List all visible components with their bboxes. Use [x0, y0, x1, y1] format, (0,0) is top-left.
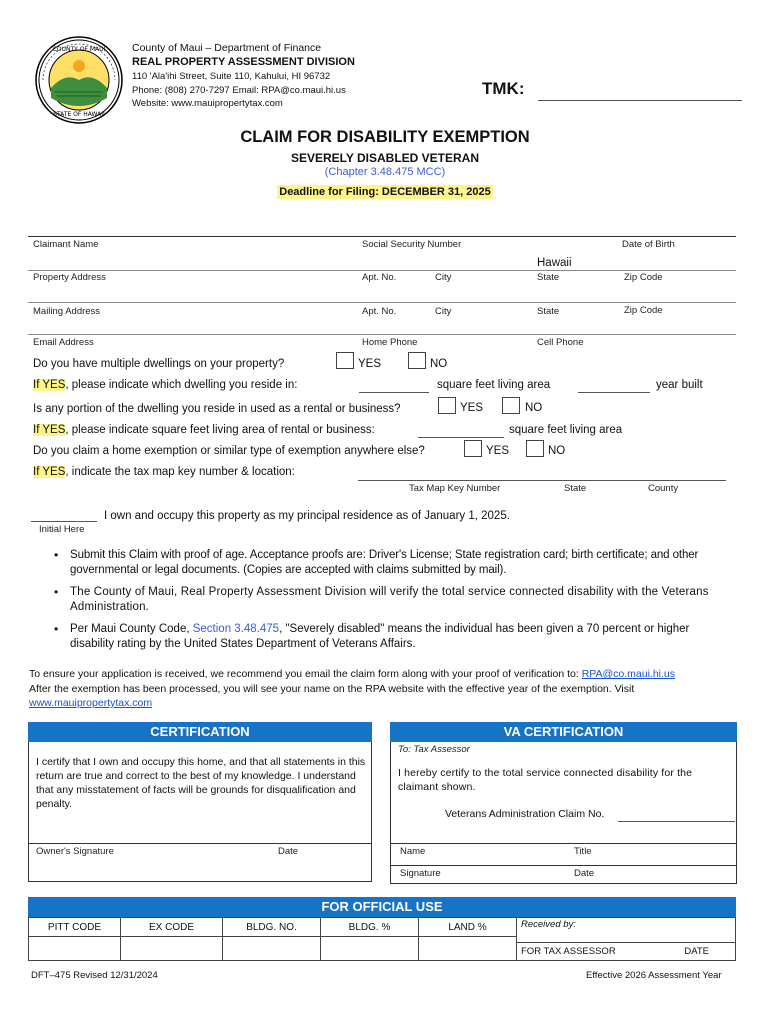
- certification-text: I certify that I own and occupy this home, and that all statements in this return are true and correct to the best of my knowledge. I understand that any misstatement of facts will be grounds for disqualification and penalty.: [36, 756, 366, 810]
- email-notice: [29, 667, 741, 711]
- tax-map-key-label: Tax Map Key Number: [409, 483, 501, 494]
- ex-code-header: EX CODE: [121, 918, 223, 937]
- initial-here-label: Initial Here: [39, 524, 85, 535]
- if-yes-highlight: If YES: [33, 466, 66, 478]
- land-percent-cell[interactable]: [419, 937, 517, 961]
- tmk-input-line[interactable]: [538, 100, 742, 101]
- row1-rule: [28, 270, 736, 271]
- apt-no-label: Apt. No.: [362, 272, 397, 283]
- state-value[interactable]: Hawaii: [537, 257, 572, 269]
- website-line: Website: www.mauipropertytax.com: [132, 98, 283, 109]
- if-yes-highlight: If YES: [33, 379, 66, 391]
- property-address-label: Property Address: [33, 272, 106, 283]
- va-claim-no-input[interactable]: [618, 821, 735, 822]
- q2-followup: [33, 424, 375, 436]
- bullet-proof-of-age: • Submit this Claim with proof of age. Acceptance proofs are: Driver's License; State registration card; birth certificate; and other governmental or legal documents. (Copies are accepted with claims submitted by mail).: [50, 548, 718, 578]
- q1-multiple-dwellings: Do you have multiple dwellings on your property?: [33, 358, 285, 370]
- tmk-state-label: State: [564, 483, 587, 494]
- svg-text:COUNTY OF MAUI: COUNTY OF MAUI: [52, 46, 106, 53]
- deadline-text: Deadline for Filing: DECEMBER 31, 2025: [279, 186, 491, 198]
- year-built-label: year built: [656, 379, 703, 391]
- q2-yes-checkbox[interactable]: [438, 397, 456, 414]
- section-link[interactable]: Section 3.48.475: [192, 623, 280, 635]
- cell-phone-label: Cell Phone: [537, 337, 584, 348]
- received-by-cell: [517, 918, 736, 961]
- certification-title: CERTIFICATION: [28, 722, 372, 742]
- q2-yes-label: YES: [460, 402, 484, 414]
- va-certify-text: I hereby certify to the total service connected disability for the claimant shown.: [398, 767, 693, 793]
- contact-phone-email: Phone: (808) 270-7297 Email: RPA@co.maui.hi.us: [132, 85, 346, 96]
- dwelling-sqft-input[interactable]: [359, 392, 429, 393]
- q2-no-checkbox[interactable]: [502, 397, 520, 414]
- bldg-no-header: BLDG. NO.: [223, 918, 321, 937]
- tmk-county-label: County: [648, 483, 679, 494]
- instruction-list: [50, 548, 718, 659]
- q2-no-label: NO: [525, 402, 543, 414]
- bldg-percent-header: BLDG. %: [321, 918, 419, 937]
- website-notice-text: After the exemption has been processed, you will see your name on the RPA website with the effective year of the exemption. Visit: [29, 682, 635, 695]
- city-label: City: [435, 272, 452, 283]
- assessor-row: [517, 942, 735, 959]
- office-address: 110 'Ala'ihi Street, Suite 110, Kahului, HI 96732: [132, 71, 331, 82]
- zip-code-label: Zip Code: [624, 272, 663, 283]
- dob-label: Date of Birth: [622, 239, 675, 250]
- va-divider-2: [390, 865, 737, 866]
- email-notice-text: To ensure your application is received, we recommend you email the claim form along with your proof of verification to:: [29, 668, 582, 680]
- owner-date-label: Date: [278, 846, 299, 857]
- initial-input[interactable]: [31, 521, 97, 522]
- pitt-code-cell[interactable]: [29, 937, 121, 961]
- residence-statement: I own and occupy this property as my principal residence as of January 1, 2025.: [104, 510, 510, 522]
- svg-text:STATE OF HAWAII: STATE OF HAWAII: [53, 111, 105, 118]
- form-id: DFT–475 Revised 12/31/2024: [31, 970, 158, 981]
- rpa-email-link[interactable]: RPA@co.maui.hi.us: [581, 668, 676, 680]
- q2-followup-text: , please indicate square feet living area of rental or business:: [65, 424, 375, 436]
- division-name: REAL PROPERTY ASSESSMENT DIVISION: [132, 56, 355, 68]
- va-name-label: Name: [400, 846, 426, 857]
- q3-yes-label: YES: [486, 445, 510, 457]
- va-certification-title: VA CERTIFICATION: [390, 722, 737, 742]
- official-use-title: FOR OFFICIAL USE: [28, 897, 736, 917]
- bullet-definition-pre: Per Maui County Code,: [70, 623, 193, 635]
- q3-no-label: NO: [548, 445, 566, 457]
- bullet-va-verification: • The County of Maui, Real Property Assessment Division will verify the total service connected disability with the Veterans Administration.: [50, 585, 718, 615]
- mailing-address-label: Mailing Address: [33, 306, 101, 317]
- chapter-reference: (Chapter 3.48.475 MCC): [324, 166, 446, 178]
- q3-other-exemption: Do you claim a home exemption or similar type of exemption anywhere else?: [33, 445, 425, 457]
- ex-code-cell[interactable]: [121, 937, 223, 961]
- official-use-table: [28, 917, 736, 961]
- bldg-percent-cell[interactable]: [321, 937, 419, 961]
- certification-divider: [28, 843, 372, 844]
- va-signature-label: Signature: [400, 868, 441, 879]
- department-name: County of Maui – Department of Finance: [132, 42, 322, 54]
- va-claim-no-label: Veterans Administration Claim No.: [445, 808, 605, 820]
- county-seal: [35, 36, 123, 124]
- rental-sqft-label: square feet living area: [509, 424, 623, 436]
- bullet-definition-post: , "Severely disabled" means the individual has been given a 70 percent or higher disability rating by the United States Department of Veterans Affairs.: [70, 623, 690, 650]
- if-yes-highlight: If YES: [33, 424, 66, 436]
- claimant-top-rule: [28, 236, 736, 237]
- q1-no-checkbox[interactable]: [408, 352, 426, 369]
- sqft-living-label: square feet living area: [437, 379, 551, 391]
- owner-signature-label: Owner's Signature: [36, 846, 114, 857]
- state-label: State: [537, 272, 560, 283]
- q1-followup-text: , please indicate which dwelling you reside in:: [65, 379, 298, 391]
- va-to-label: To: Tax Assessor: [398, 744, 470, 755]
- received-by-label: Received by:: [521, 919, 576, 930]
- q3-followup-text: , indicate the tax map key number & location:: [65, 466, 295, 478]
- row3-rule: [28, 334, 736, 335]
- q1-followup: [33, 379, 297, 391]
- claimant-name-label: Claimant Name: [33, 239, 99, 250]
- mailing-state-label: State: [537, 306, 560, 317]
- rpa-website-link[interactable]: www.mauipropertytax.com: [29, 697, 153, 709]
- q1-yes-label: YES: [358, 358, 382, 370]
- mailing-zip-code-label: Zip Code: [624, 305, 663, 316]
- form-subtitle: SEVERELY DISABLED VETERAN: [290, 151, 480, 165]
- rental-sqft-input[interactable]: [418, 437, 504, 438]
- q1-yes-checkbox[interactable]: [336, 352, 354, 369]
- deadline-wrap: [0, 186, 770, 198]
- ssn-label: Social Security Number: [362, 239, 462, 250]
- tax-map-key-input[interactable]: [358, 480, 726, 481]
- va-date-label: Date: [574, 868, 595, 879]
- year-built-input[interactable]: [578, 392, 650, 393]
- land-percent-header: LAND %: [419, 918, 517, 937]
- pitt-code-header: PITT CODE: [29, 918, 121, 937]
- q1-no-label: NO: [430, 358, 448, 370]
- mailing-apt-no-label: Apt. No.: [362, 306, 397, 317]
- va-divider-1: [390, 843, 737, 844]
- q3-followup: [33, 466, 295, 478]
- va-title-label: Title: [574, 846, 592, 857]
- row2-rule: [28, 302, 736, 303]
- bldg-no-cell[interactable]: [223, 937, 321, 961]
- for-tax-assessor-label: FOR TAX ASSESSOR: [521, 946, 616, 957]
- assessor-date-label: DATE: [684, 946, 709, 957]
- q3-yes-checkbox[interactable]: [464, 440, 482, 457]
- q3-no-checkbox[interactable]: [526, 440, 544, 457]
- owner-signature-field[interactable]: [29, 860, 371, 881]
- home-phone-label: Home Phone: [362, 337, 418, 348]
- bullet-definition: [50, 622, 718, 652]
- tmk-label: TMK:: [482, 79, 525, 98]
- email-address-label: Email Address: [33, 337, 94, 348]
- form-title: CLAIM FOR DISABILITY EXEMPTION: [240, 128, 530, 146]
- mailing-city-label: City: [435, 306, 452, 317]
- effective-year: Effective 2026 Assessment Year: [586, 970, 722, 981]
- q2-rental-business: Is any portion of the dwelling you reside in used as a rental or business?: [33, 403, 401, 415]
